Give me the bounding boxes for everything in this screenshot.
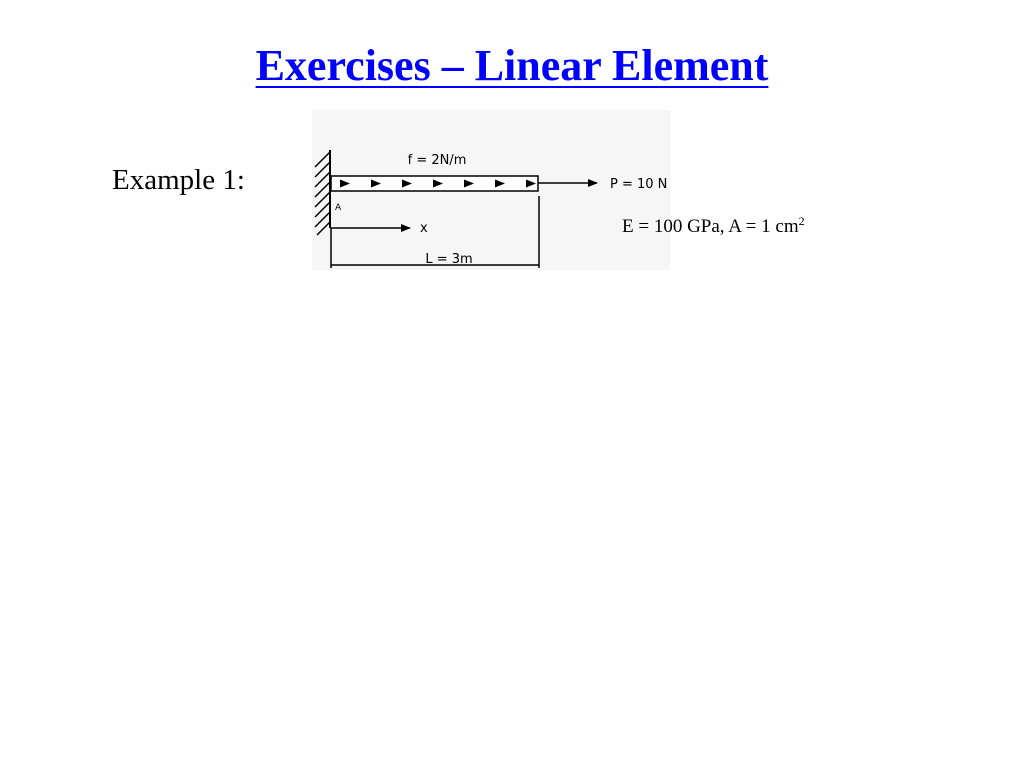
slide-title: Exercises – Linear Element <box>255 41 769 90</box>
wall-hatching <box>315 152 330 235</box>
support-label: A <box>335 203 342 213</box>
bar-diagram <box>312 110 670 270</box>
material-properties <box>622 216 805 238</box>
length-label: L = 3m <box>425 252 473 267</box>
distributed-load-label: f = 2N/m <box>407 153 467 168</box>
bar-diagram-svg <box>312 110 670 270</box>
material-properties-text: E = 100 GPa, A = 1 cm <box>622 216 799 237</box>
example-label: Example 1: <box>112 164 245 196</box>
area-unit-exponent: 2 <box>798 214 805 228</box>
point-load-label: P = 10 N <box>610 177 668 192</box>
x-axis-label: x <box>420 221 428 236</box>
